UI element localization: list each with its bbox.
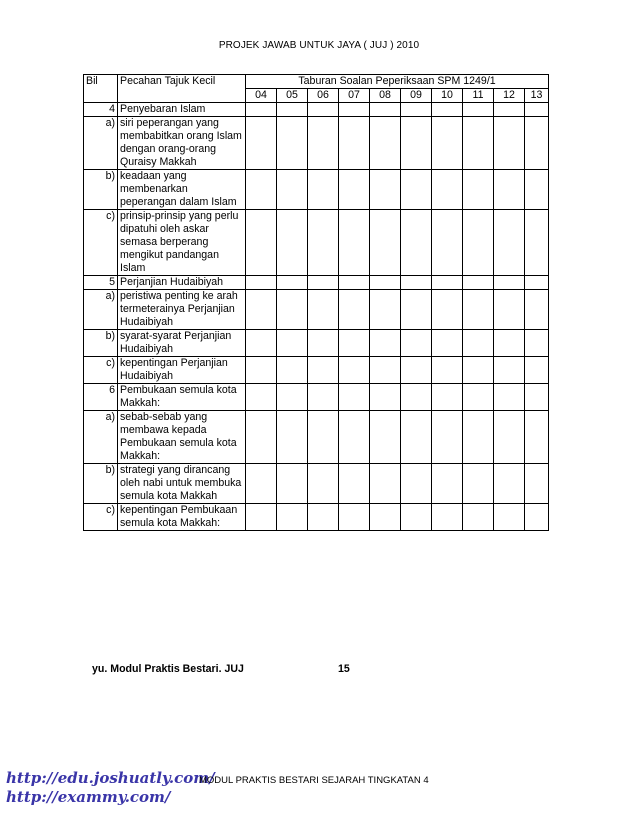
row-bil: 6	[84, 384, 118, 411]
year-cell-07	[339, 276, 370, 290]
year-cell-07	[339, 330, 370, 357]
year-cell-06	[308, 330, 339, 357]
year-cell-11	[463, 411, 494, 464]
year-cell-08	[370, 464, 401, 504]
year-cell-05	[277, 117, 308, 170]
year-cell-13	[525, 411, 549, 464]
year-cell-05	[277, 357, 308, 384]
year-cell-04	[246, 384, 277, 411]
table-row	[84, 357, 549, 384]
year-cell-10	[432, 103, 463, 117]
year-cell-05	[277, 170, 308, 210]
year-cell-13	[525, 103, 549, 117]
year-header-10: 10	[432, 89, 463, 103]
year-cell-08	[370, 384, 401, 411]
year-header-04: 04	[246, 89, 277, 103]
year-cell-12	[494, 290, 525, 330]
row-tajuk: kepentingan Perjanjian Hudaibiyah	[118, 357, 246, 384]
table-row	[84, 170, 549, 210]
table-row	[84, 411, 549, 464]
year-cell-05	[277, 384, 308, 411]
year-cell-08	[370, 210, 401, 276]
year-cell-13	[525, 384, 549, 411]
year-cell-06	[308, 357, 339, 384]
year-cell-12	[494, 276, 525, 290]
year-cell-07	[339, 103, 370, 117]
year-cell-04	[246, 170, 277, 210]
year-cell-12	[494, 210, 525, 276]
year-cell-10	[432, 170, 463, 210]
year-cell-04	[246, 103, 277, 117]
row-tajuk: siri peperangan yang membabitkan orang Islam dengan orang-orang Quraisy Makkah	[118, 117, 246, 170]
year-header-07: 07	[339, 89, 370, 103]
row-tajuk: Perjanjian Hudaibiyah	[118, 276, 246, 290]
row-bil: b)	[84, 170, 118, 210]
year-cell-04	[246, 504, 277, 531]
year-cell-08	[370, 411, 401, 464]
year-cell-12	[494, 464, 525, 504]
year-cell-12	[494, 117, 525, 170]
year-cell-04	[246, 117, 277, 170]
year-cell-09	[401, 290, 432, 330]
year-cell-06	[308, 504, 339, 531]
year-cell-11	[463, 170, 494, 210]
year-cell-09	[401, 210, 432, 276]
year-cell-11	[463, 290, 494, 330]
row-bil: b)	[84, 464, 118, 504]
row-tajuk: Penyebaran Islam	[118, 103, 246, 117]
year-cell-08	[370, 504, 401, 531]
row-bil: a)	[84, 411, 118, 464]
year-cell-09	[401, 103, 432, 117]
header-taburan-soalan: Taburan Soalan Peperiksaan SPM 1249/1	[246, 75, 549, 89]
year-cell-10	[432, 357, 463, 384]
year-cell-05	[277, 464, 308, 504]
year-cell-07	[339, 384, 370, 411]
year-cell-05	[277, 210, 308, 276]
row-tajuk: sebab-sebab yang membawa kepada Pembukaan semula kota Makkah:	[118, 411, 246, 464]
year-cell-11	[463, 357, 494, 384]
year-header-12: 12	[494, 89, 525, 103]
year-cell-11	[463, 210, 494, 276]
year-cell-09	[401, 330, 432, 357]
row-tajuk: Pembukaan semula kota Makkah:	[118, 384, 246, 411]
table-row	[84, 276, 549, 290]
year-cell-10	[432, 290, 463, 330]
year-cell-07	[339, 504, 370, 531]
year-cell-06	[308, 103, 339, 117]
year-cell-10	[432, 117, 463, 170]
year-cell-04	[246, 464, 277, 504]
header-bil: Bil	[84, 75, 118, 103]
year-cell-06	[308, 290, 339, 330]
link-joshuatly[interactable]: http://edu.joshuatly.com/	[6, 769, 215, 787]
year-cell-05	[277, 504, 308, 531]
year-cell-11	[463, 330, 494, 357]
table-row	[84, 384, 549, 411]
year-cell-06	[308, 170, 339, 210]
year-cell-10	[432, 276, 463, 290]
year-cell-08	[370, 117, 401, 170]
year-cell-07	[339, 357, 370, 384]
row-bil: b)	[84, 330, 118, 357]
year-cell-11	[463, 103, 494, 117]
row-bil: c)	[84, 504, 118, 531]
year-cell-05	[277, 103, 308, 117]
year-header-05: 05	[277, 89, 308, 103]
row-bil: 5	[84, 276, 118, 290]
year-cell-12	[494, 103, 525, 117]
year-cell-10	[432, 210, 463, 276]
year-header-09: 09	[401, 89, 432, 103]
table-body	[84, 103, 549, 531]
year-cell-13	[525, 117, 549, 170]
table-row	[84, 464, 549, 504]
row-bil: a)	[84, 290, 118, 330]
year-cell-09	[401, 357, 432, 384]
row-bil: c)	[84, 357, 118, 384]
year-cell-08	[370, 330, 401, 357]
year-cell-08	[370, 170, 401, 210]
row-tajuk: strategi yang dirancang oleh nabi untuk membuka semula kota Makkah	[118, 464, 246, 504]
year-cell-05	[277, 290, 308, 330]
table-row	[84, 290, 549, 330]
year-cell-13	[525, 330, 549, 357]
table-row	[84, 117, 549, 170]
year-cell-06	[308, 210, 339, 276]
row-bil: 4	[84, 103, 118, 117]
table-row	[84, 330, 549, 357]
year-cell-08	[370, 103, 401, 117]
year-cell-10	[432, 384, 463, 411]
year-cell-09	[401, 117, 432, 170]
year-cell-04	[246, 330, 277, 357]
year-cell-06	[308, 464, 339, 504]
row-tajuk: syarat-syarat Perjanjian Hudaibiyah	[118, 330, 246, 357]
year-cell-12	[494, 357, 525, 384]
row-tajuk: keadaan yang membenarkan peperangan dalam Islam	[118, 170, 246, 210]
year-cell-10	[432, 330, 463, 357]
year-cell-13	[525, 464, 549, 504]
year-cell-13	[525, 276, 549, 290]
table-row	[84, 210, 549, 276]
year-cell-09	[401, 384, 432, 411]
year-cell-11	[463, 117, 494, 170]
year-cell-06	[308, 411, 339, 464]
year-cell-06	[308, 276, 339, 290]
row-tajuk: peristiwa penting ke arah termeterainya Perjanjian Hudaibiyah	[118, 290, 246, 330]
year-cell-05	[277, 276, 308, 290]
year-cell-04	[246, 276, 277, 290]
bottom-module-title: MODUL PRAKTIS BESTARI SEJARAH TINGKATAN 4	[199, 775, 429, 786]
year-cell-12	[494, 170, 525, 210]
year-cell-10	[432, 504, 463, 531]
year-cell-05	[277, 411, 308, 464]
year-cell-12	[494, 384, 525, 411]
year-header-06: 06	[308, 89, 339, 103]
year-cell-11	[463, 464, 494, 504]
row-tajuk: prinsip-prinsip yang perlu dipatuhi oleh askar semasa berperang mengikut pandangan Islam	[118, 210, 246, 276]
year-cell-13	[525, 504, 549, 531]
table-row	[84, 504, 549, 531]
exam-distribution-table	[83, 74, 549, 531]
year-cell-06	[308, 384, 339, 411]
table-row	[84, 103, 549, 117]
year-cell-09	[401, 276, 432, 290]
year-cell-04	[246, 411, 277, 464]
page-number: 15	[338, 663, 350, 675]
year-cell-10	[432, 411, 463, 464]
year-cell-05	[277, 330, 308, 357]
year-header-13: 13	[525, 89, 549, 103]
link-exammy[interactable]: http://exammy.com/	[6, 788, 171, 806]
year-cell-13	[525, 357, 549, 384]
year-cell-04	[246, 357, 277, 384]
year-cell-04	[246, 290, 277, 330]
footer-module-name: yu. Modul Praktis Bestari. JUJ	[92, 663, 244, 675]
year-cell-13	[525, 290, 549, 330]
year-cell-09	[401, 464, 432, 504]
year-cell-07	[339, 117, 370, 170]
year-cell-08	[370, 290, 401, 330]
page-header: PROJEK JAWAB UNTUK JAYA ( JUJ ) 2010	[218, 40, 420, 51]
year-cell-11	[463, 384, 494, 411]
year-cell-07	[339, 170, 370, 210]
year-header-11: 11	[463, 89, 494, 103]
row-bil: c)	[84, 210, 118, 276]
year-cell-09	[401, 504, 432, 531]
year-cell-08	[370, 276, 401, 290]
year-cell-09	[401, 170, 432, 210]
row-tajuk: kepentingan Pembukaan semula kota Makkah:	[118, 504, 246, 531]
watermark-links	[6, 769, 215, 807]
year-cell-09	[401, 411, 432, 464]
row-bil: a)	[84, 117, 118, 170]
year-cell-11	[463, 276, 494, 290]
year-cell-12	[494, 330, 525, 357]
year-cell-12	[494, 504, 525, 531]
year-cell-04	[246, 210, 277, 276]
year-cell-08	[370, 357, 401, 384]
year-cell-07	[339, 210, 370, 276]
year-header-08: 08	[370, 89, 401, 103]
year-cell-12	[494, 411, 525, 464]
header-pecahan-tajuk-kecil: Pecahan Tajuk Kecil	[118, 75, 246, 103]
year-cell-06	[308, 117, 339, 170]
year-cell-11	[463, 504, 494, 531]
year-cell-07	[339, 411, 370, 464]
year-cell-10	[432, 464, 463, 504]
year-cell-13	[525, 210, 549, 276]
year-cell-13	[525, 170, 549, 210]
year-cell-07	[339, 290, 370, 330]
year-cell-07	[339, 464, 370, 504]
